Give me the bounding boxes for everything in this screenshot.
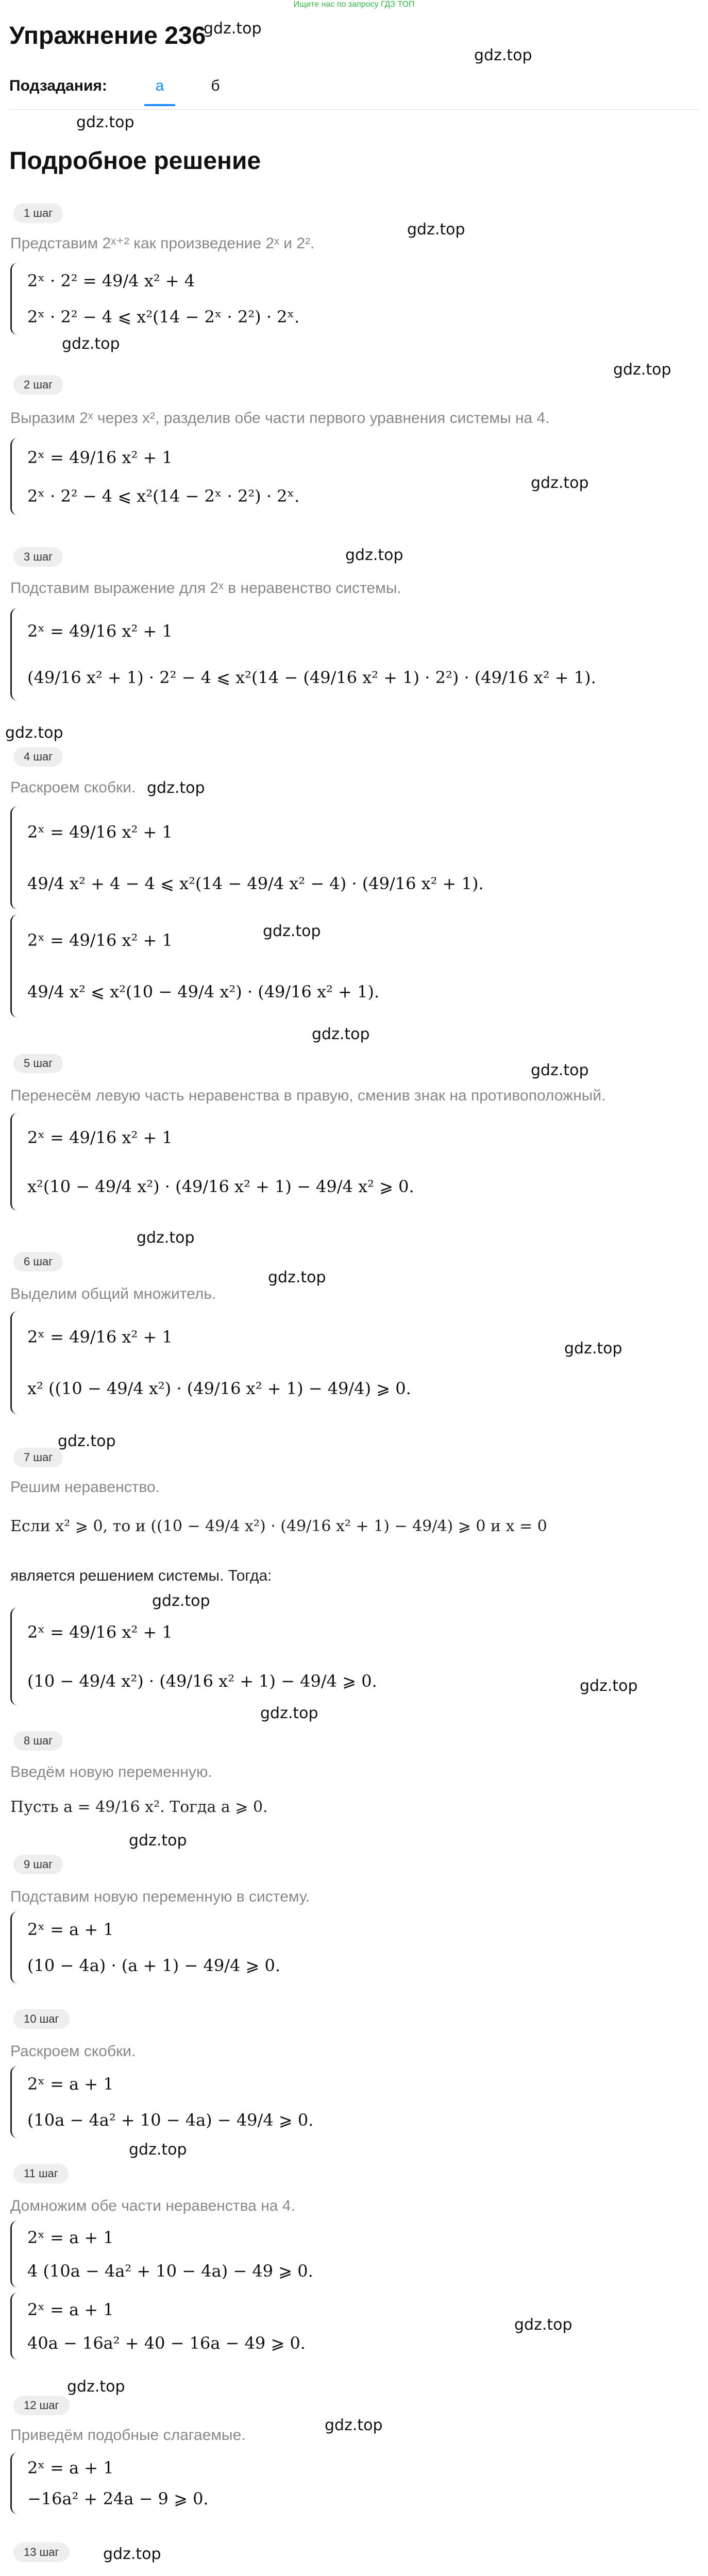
equation-line: 2ˣ · 2² − 4 ⩽ x²(14 − 2ˣ · 2²) · 2ˣ. [27,307,300,327]
equation-line: (10 − 4a) · (a + 1) − 49/4 ⩾ 0. [27,1956,281,1975]
equation-system [10,2066,313,2138]
section-heading: Подробное решение [9,147,261,175]
watermark: gdz.top [531,474,589,492]
watermark: gdz.top [268,1268,326,1286]
watermark: gdz.top [76,113,134,131]
tab-a[interactable]: а [144,77,175,106]
step-badge: 7 шаг [13,1448,63,1467]
watermark: gdz.top [137,1229,195,1247]
step-extra: Пусть a = 49/16 x². Тогда a ⩾ 0. [10,1798,268,1816]
equation-line: 2ˣ = 49/16 x² + 1 [27,1127,173,1147]
equation-line: 2ˣ · 2² − 4 ⩽ x²(14 − 2ˣ · 2²) · 2ˣ. [27,486,300,506]
equation-line: x² ((10 − 49/4 x²) · (49/16 x² + 1) − 49/4) ⩾ 0. [27,1379,411,1398]
watermark: gdz.top [129,1832,187,1850]
watermark: gdz.top [325,2416,383,2434]
step-text: Подставим выражение для 2ˣ в неравенство системы. [10,580,401,597]
equation-line: 2ˣ = a + 1 [27,2227,114,2247]
watermark: gdz.top [474,46,532,64]
step-badge: 1 шаг [13,204,63,223]
top-note: Ищите нас по запросу ГДЗ ТОП [293,0,415,9]
equation-line: (10a − 4a² + 10 − 4a) − 49/4 ⩾ 0. [27,2110,314,2130]
watermark: gdz.top [531,1061,589,1079]
equation-line: 40a − 16a² + 40 − 16a − 49 ⩾ 0. [27,2333,306,2353]
tab-b[interactable]: б [211,77,220,94]
equation-line: 2ˣ · 2² = 49/4 x² + 4 [27,271,195,291]
equation-system [10,1311,411,1414]
equation-line: (10 − 49/4 x²) · (49/16 x² + 1) − 49/4 ⩾ 0. [27,1671,377,1691]
equation-line: 2ˣ = 49/16 x² + 1 [27,1327,173,1347]
step-text: Выделим общий множитель. [10,1285,216,1302]
step-text: Перенесём левую часть неравенства в правую, сменив знак на противоположный. [10,1087,606,1104]
equation-line: 49/4 x² ⩽ x²(10 − 49/4 x²) · (49/16 x² + 1). [27,982,380,1002]
equation-system [10,263,299,335]
step-text: Представим 2ˣ⁺² как произведение 2ˣ и 2². [10,235,315,252]
equation-line: −16a² + 24a − 9 ⩾ 0. [27,2489,209,2509]
equation-system [10,806,484,909]
equation-line: 2ˣ = a + 1 [27,2458,114,2478]
step-extra: является решением системы. Тогда: [10,1567,272,1584]
step-badge: 13 шаг [13,2543,70,2562]
step-text: Выразим 2ˣ через x², разделив обе части первого уравнения системы на 4. [10,410,550,427]
equation-system [10,2293,306,2360]
step-badge: 9 шаг [13,1855,63,1874]
watermark: gdz.top [312,1025,370,1043]
equation-line: 2ˣ = 49/16 x² + 1 [27,822,173,842]
step-badge: 2 шаг [13,375,63,395]
watermark: gdz.top [564,1340,622,1358]
watermark: gdz.top [152,1592,210,1610]
step-badge: 11 шаг [13,2164,69,2183]
equation-system [10,1607,377,1705]
subtasks-bar [9,77,698,110]
watermark: gdz.top [345,546,403,564]
step-badge: 12 шаг [13,2396,70,2415]
equation-system [10,914,379,1018]
watermark: gdz.top [103,2545,161,2563]
step-text: Домножим обе части неравенства на 4. [10,2197,295,2214]
watermark: gdz.top [5,724,63,742]
equation-line: 49/4 x² + 4 − 4 ⩽ x²(14 − 49/4 x² − 4) · (49/16 x² + 1). [27,874,484,893]
step-badge: 10 шаг [13,2009,70,2029]
step-badge: 6 шаг [13,1252,63,1272]
watermark: gdz.top [580,1677,638,1695]
watermark: gdz.top [147,779,205,797]
step-extra: Если x² ⩾ 0, то и ((10 − 49/4 x²) · (49/16 x² + 1) − 49/4) ⩾ 0 и x = 0 [10,1517,547,1535]
step-text: Раскроем скобки. [10,2043,136,2060]
step-badge: 4 шаг [13,747,63,767]
watermark: gdz.top [58,1432,116,1450]
equation-line: 2ˣ = a + 1 [27,1920,114,1939]
watermark: gdz.top [263,922,321,940]
step-text: Подставим новую переменную в систему. [10,1888,310,1905]
watermark: gdz.top [514,2316,572,2334]
step-text: Раскроем скобки. [10,779,136,796]
watermark: gdz.top [260,1704,318,1722]
watermark: gdz.top [204,20,262,38]
watermark: gdz.top [62,335,120,353]
equation-system [10,2452,209,2514]
equation-line: (49/16 x² + 1) · 2² − 4 ⩽ x²(14 − (49/16 x² + 1) · 2²) · (49/16 x² + 1). [27,668,596,687]
watermark: gdz.top [129,2141,187,2159]
equation-line: 2ˣ = 49/16 x² + 1 [27,447,173,467]
page-title: Упражнение 236 [9,22,206,49]
equation-system [10,438,299,515]
step-badge: 5 шаг [13,1054,63,1073]
step-text: Введём новую переменную. [10,1764,212,1781]
equation-line: 2ˣ = a + 1 [27,2299,114,2319]
equation-line: 2ˣ = a + 1 [27,2074,114,2094]
watermark: gdz.top [407,221,465,239]
equation-line: 2ˣ = 49/16 x² + 1 [27,1622,173,1642]
step-badge: 3 шаг [13,547,63,567]
equation-line: 4 (10a − 4a² + 10 − 4a) − 49 ⩾ 0. [27,2261,313,2281]
equation-system [10,1911,280,1984]
watermark: gdz.top [613,361,671,379]
step-text: Решим неравенство. [10,1479,160,1496]
equation-system [10,1113,414,1211]
step-badge: 8 шаг [13,1731,63,1751]
step-text: Приведём подобные слагаемые. [10,2427,246,2444]
equation-system [10,2221,313,2287]
watermark: gdz.top [67,2378,125,2396]
equation-line: x²(10 − 49/4 x²) · (49/16 x² + 1) − 49/4 x² ⩾ 0. [27,1176,414,1196]
equation-line: 2ˣ = 49/16 x² + 1 [27,621,173,641]
equation-line: 2ˣ = 49/16 x² + 1 [27,930,173,950]
subtasks-label: Подзадания: [9,77,107,94]
equation-system [10,608,596,701]
